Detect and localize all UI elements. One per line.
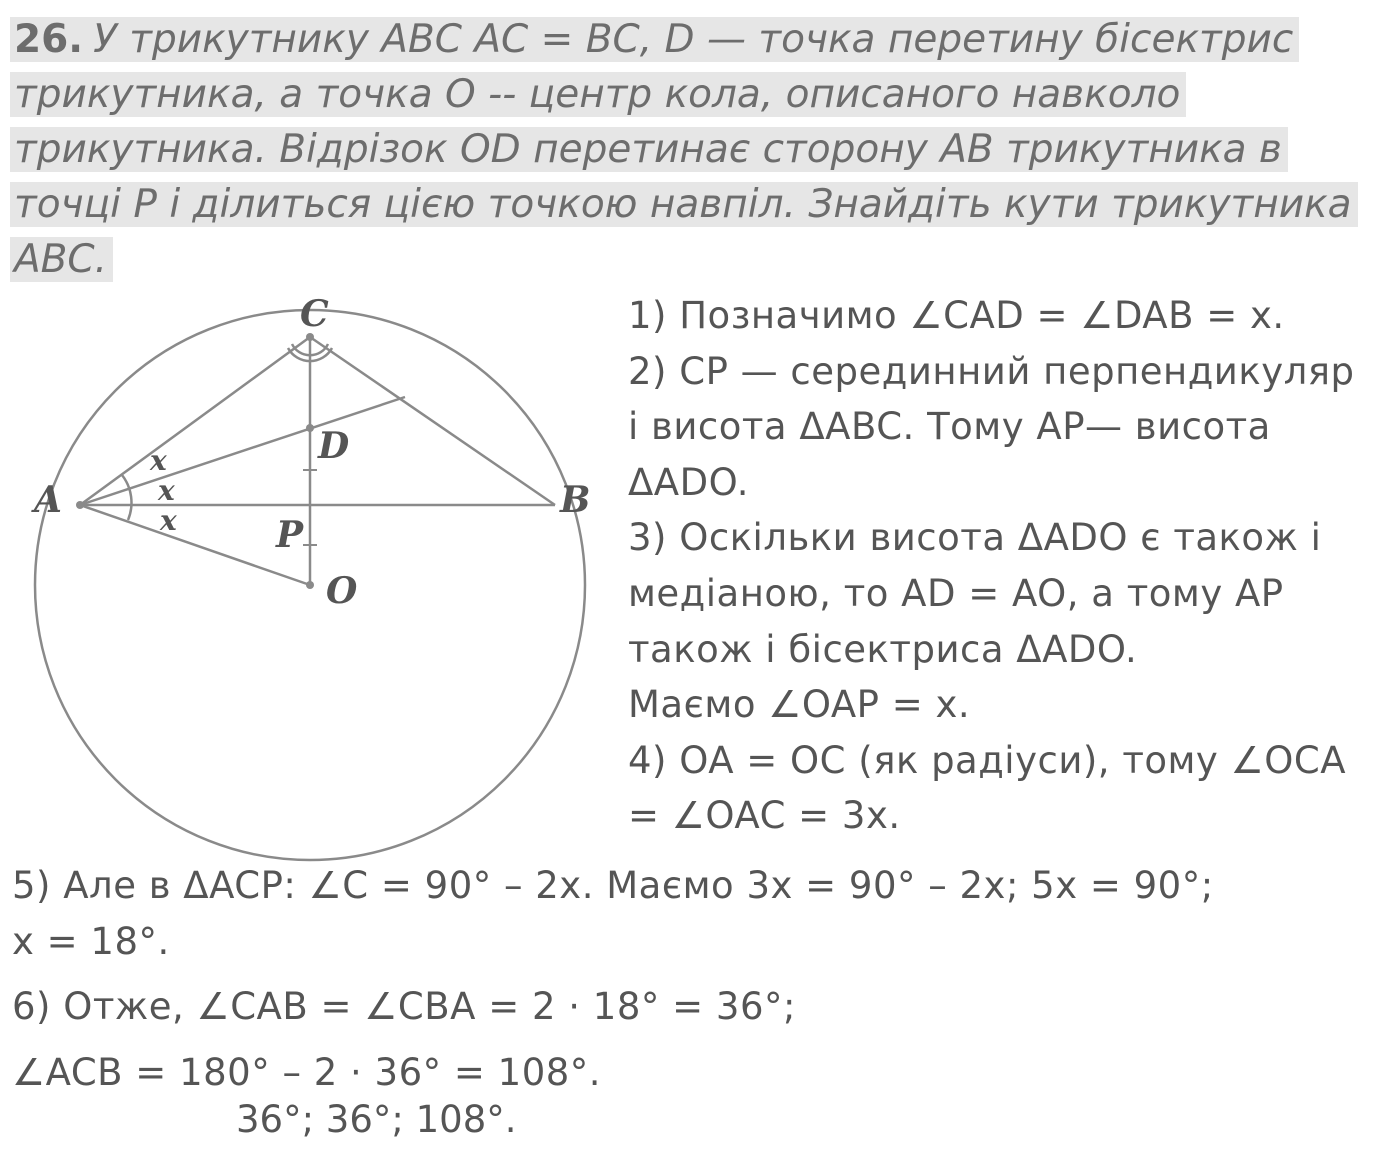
label-d: D [318,425,350,467]
label-x-middle: x [158,474,175,507]
solution-line: 3) Оскільки висота ΔADO є також і [628,516,1322,560]
label-x-lower: x [160,504,177,537]
problem-number: 26. [14,17,84,62]
solution-line: 6) Отже, ∠CAB = ∠CBA = 2 · 18° = 36°; [12,985,796,1029]
problem-line-2: трикутника, а точка O -- центр кола, описаного навколо [10,67,1310,122]
segment-cb [310,337,555,505]
solution-line: Маємо ∠OAP = x. [628,683,971,727]
solution-line: x = 18°. [12,919,170,963]
problem-line-5: ABC. [10,232,1310,287]
solution-line: також і бісектриса ΔADO. [628,627,1138,671]
label-b: B [560,479,591,521]
solution-steps-right [628,288,1354,844]
angle-arc-a [122,475,131,520]
solution-line: 4) OA = OC (як радіуси), тому ∠OCA [628,738,1347,782]
final-answer: 36°; 36°; 108°. [236,1098,517,1141]
point-d-dot [306,424,314,432]
solution-line: 5) Але в ΔACP: ∠C = 90° – 2x. Маємо 3x = 90° – 2x; 5x = 90°; [12,864,1214,907]
solution-line: 1) Позначимо ∠CAD = ∠DAB = x. [628,294,1285,337]
label-c: C [300,293,329,335]
solution-line: ∠ACB = 180° – 2 · 36° = 108°. [12,1050,602,1094]
point-a-dot [76,501,84,509]
solution-line: ΔADO. [628,460,749,504]
problem-line-3: трикутника. Відрізок OD перетинає сторону AB трикутника в [10,122,1310,177]
point-o-dot [306,581,314,589]
label-p: P [276,514,304,556]
solution-line: і висота ΔABC. Тому AP— висота [628,405,1271,449]
solution-line: медіаною, то AD = AO, а тому AP [628,571,1284,615]
label-a: A [34,479,62,521]
label-o: O [326,570,358,612]
solution-line: = ∠OAC = 3x. [628,794,901,838]
problem-line-4: точці P і ділиться цією точкою навпіл. Знайдіть кути трикутника [10,177,1310,232]
solution-line: 2) CP — серединний перпендикуляр [628,349,1355,393]
solution-steps-bottom [12,858,1214,1100]
segment-ac [80,337,310,505]
problem-line-1: 26. У трикутнику ABC AC = BC, D — точка перетину бісектрис [10,12,1310,67]
label-x-upper: x [150,444,167,477]
